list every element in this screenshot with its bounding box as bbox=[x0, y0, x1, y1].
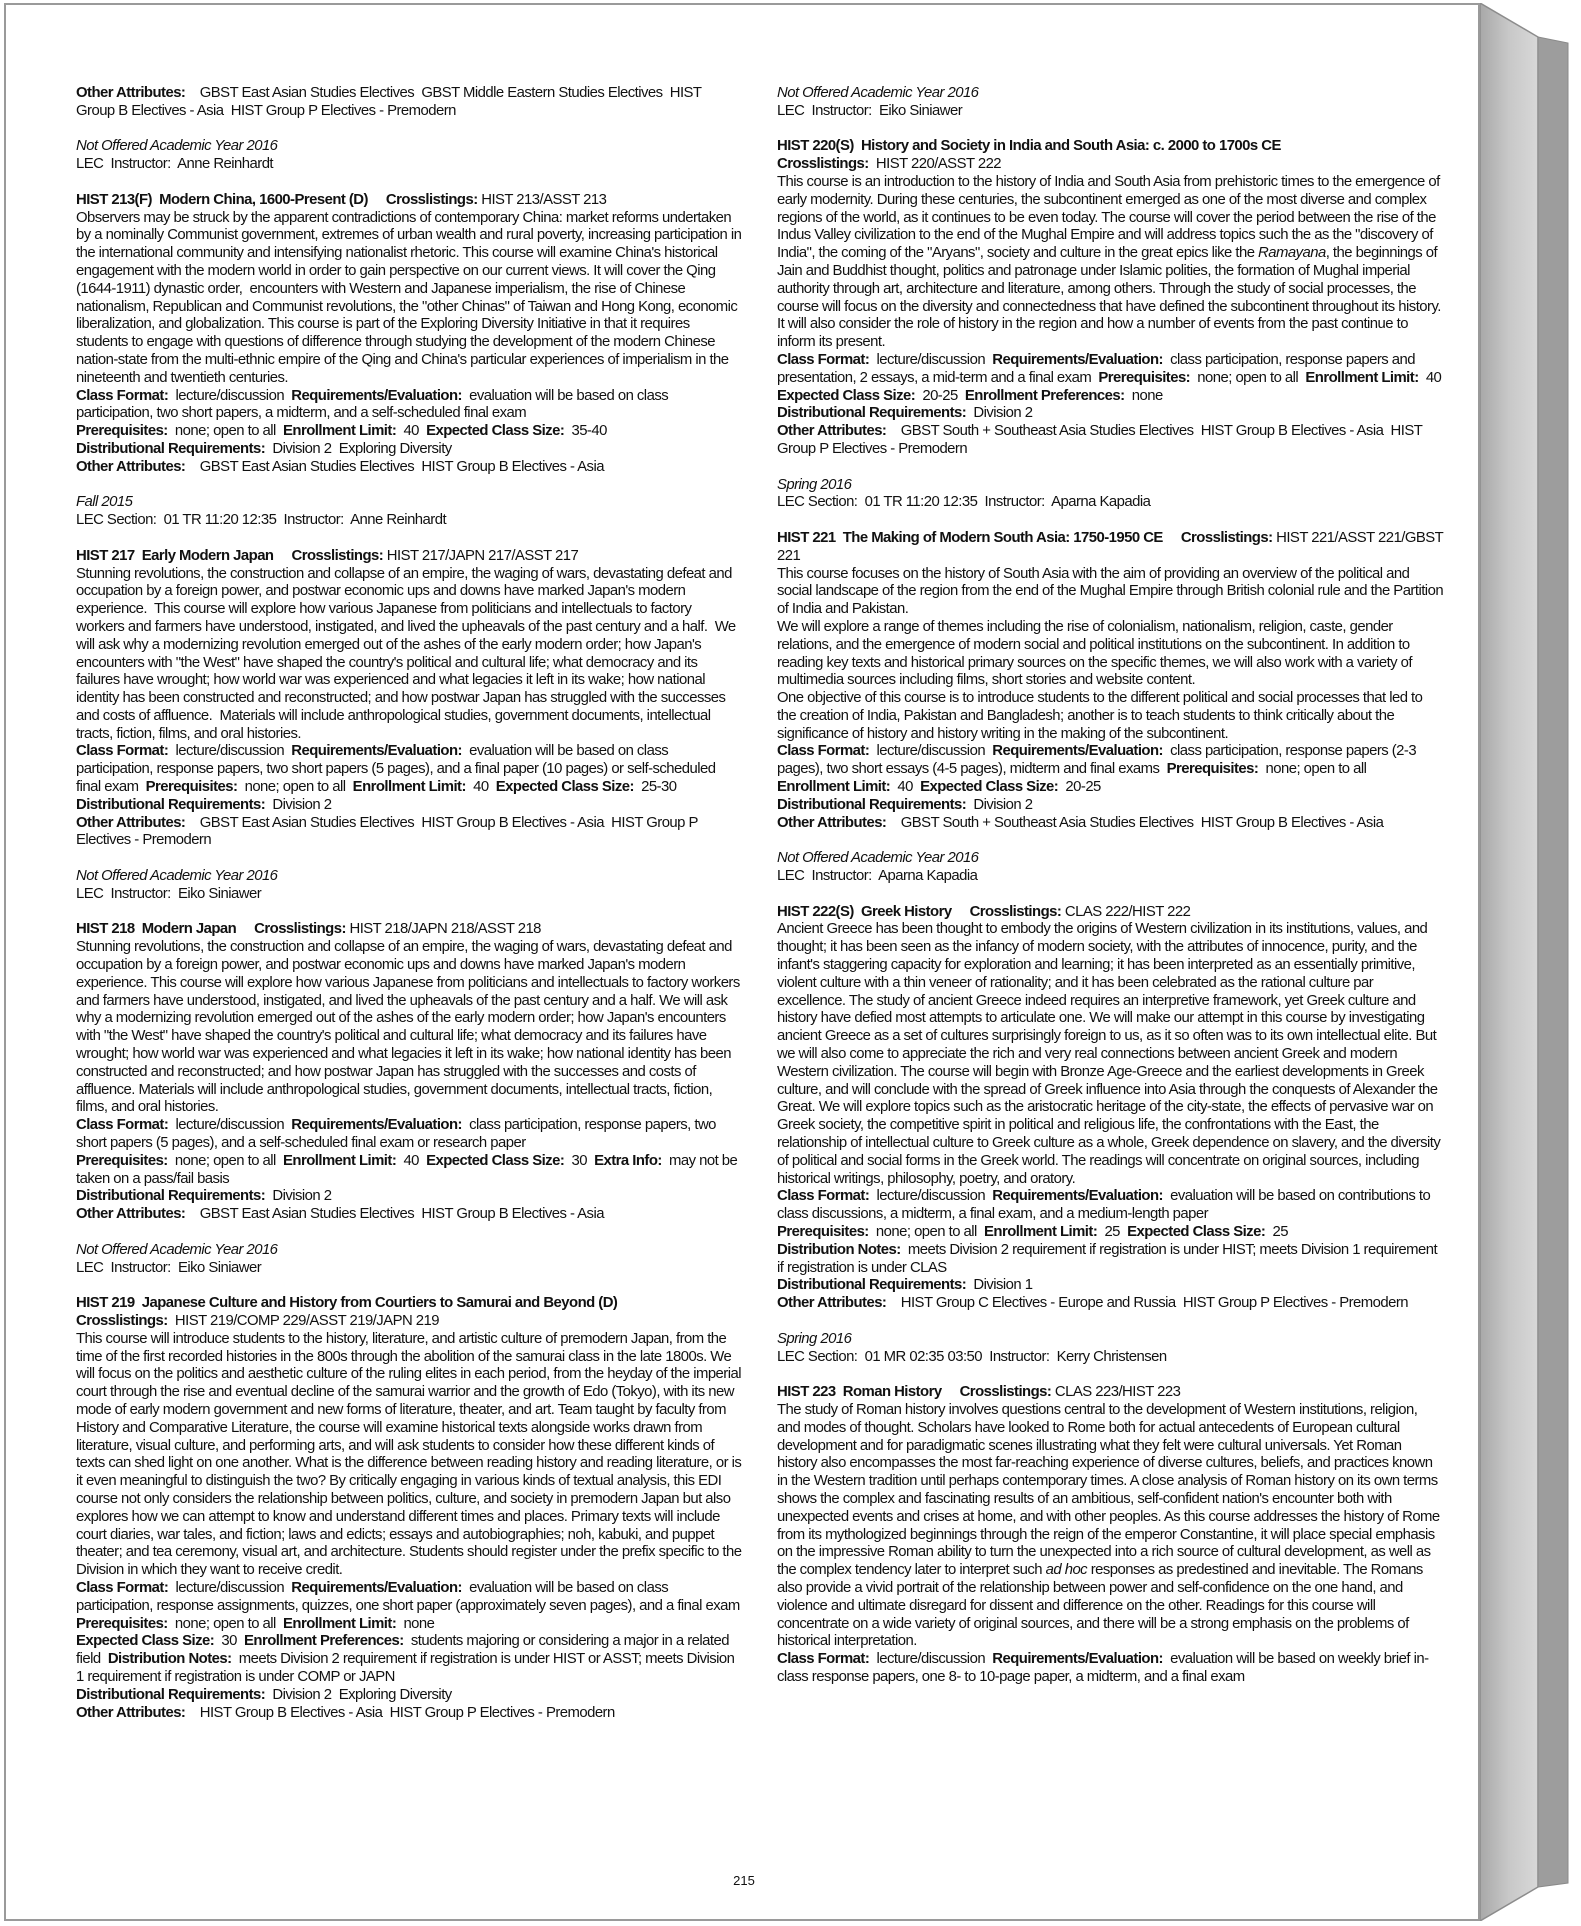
field-label: Enrollment Limit: bbox=[283, 1614, 397, 1632]
field-label: Expected Class Size: bbox=[1127, 1223, 1266, 1240]
paragraph-text: Stunning revolutions, the construction and collapse of an empire, the waging of wars, devastating defeat and occupation by a foreign power, and postwar economic ups and downs have marked Japan's modern experience. This course will explore how various Japanese from politicians and intellectuals to factory workers and farmers have understood, instigated, and lived the upheavals of the past century and a half. We will ask why a modernizing revolution emerged out of the ashes of the early modern order; how Japan's encounters with "the West" have shaped the country's political and cultural life; what democracy and its failures have wrought; how world war was experienced and what legacies it left in its wake; how national identity has been constructed and reconstructed; and how postwar Japan has struggled with the successes and costs of affluence. Materials will include anthropological studies, government documents, intellectual tracts, fiction, films, and oral histories. bbox=[76, 938, 744, 1116]
field-label: Prerequisites: bbox=[777, 1223, 869, 1240]
course-title-text: HIST 221 The Making of Modern South Asia: 1750-1950 CE bbox=[777, 528, 1163, 546]
field-value: HIST 220/ASST 222 bbox=[875, 155, 1002, 173]
field-value: GBST East Asian Studies Electives GBST Middle Eastern Studies Electives HIST Group B Electives - Asia HIST Group P Electives - Premodern bbox=[76, 84, 705, 119]
field-value: evaluation will be based on contributions to class discussions, a midterm, a final exam, and a medium-length paper bbox=[777, 1187, 1434, 1223]
field-value: none; open to all bbox=[1197, 368, 1299, 386]
field-value: CLAS 222/HIST 222 bbox=[1064, 902, 1191, 920]
field-value: 40 bbox=[473, 778, 489, 796]
course-details bbox=[76, 1579, 742, 1632]
spacer bbox=[777, 1312, 1443, 1330]
field-label: Enrollment Limit: bbox=[283, 1151, 397, 1169]
field-value: class participation, response papers and presentation, 2 essays, a mid-term and a final exam bbox=[777, 350, 1419, 386]
field-value: none bbox=[403, 1614, 435, 1632]
paragraph bbox=[76, 1329, 746, 1579]
field-value: GBST South + Southeast Asia Studies Electives HIST Group B Electives - Asia bbox=[900, 813, 1384, 831]
term-text: Not Offered Academic Year 2016 bbox=[76, 1240, 278, 1258]
course-title-text: HIST 222(S) Greek History bbox=[777, 902, 952, 920]
course-title-text: HIST 219 Japanese Culture and History from Courtiers to Samurai and Beyond (D) bbox=[76, 1294, 618, 1312]
field-label: Requirements/Evaluation: bbox=[992, 1187, 1163, 1205]
term-line bbox=[777, 476, 1443, 494]
paragraph-text: LEC Section: 01 MR 02:35 03:50 Instructor: Kerry Christensen bbox=[777, 1347, 1167, 1365]
field-label: Class Format: bbox=[76, 1116, 169, 1134]
field-value: none; open to all bbox=[1265, 760, 1367, 778]
course-title-text: HIST 217 Early Modern Japan bbox=[76, 546, 274, 564]
field-label: Class Format: bbox=[76, 386, 169, 404]
field-value: meets Division 2 requirement if registration is under HIST; meets Division 1 requirement if registration is under CLAS bbox=[777, 1240, 1441, 1276]
course-details bbox=[777, 1223, 1443, 1241]
paragraph bbox=[777, 867, 1443, 885]
other-attributes bbox=[76, 84, 742, 120]
term-text: Spring 2016 bbox=[777, 475, 852, 493]
catalog-page bbox=[4, 3, 1480, 1921]
spacer bbox=[777, 458, 1443, 476]
paragraph bbox=[76, 565, 742, 743]
spacer bbox=[76, 1223, 742, 1241]
field-value: 40 bbox=[403, 422, 419, 440]
field-label: Crosslistings: bbox=[777, 155, 869, 173]
spacer bbox=[76, 1276, 742, 1294]
field-value: HIST 219/COMP 229/ASST 219/JAPN 219 bbox=[174, 1311, 439, 1329]
field-label: Other Attributes: bbox=[777, 422, 887, 440]
other-attributes bbox=[76, 1704, 742, 1722]
field-label: Other Attributes: bbox=[76, 1205, 186, 1223]
field-value: Division 2 Exploring Diversity bbox=[272, 1685, 452, 1703]
term-line bbox=[777, 849, 1443, 867]
course-details bbox=[76, 1686, 742, 1704]
field-value: lecture/discussion bbox=[876, 1650, 986, 1668]
field-value: GBST East Asian Studies Electives HIST Group B Electives - Asia bbox=[199, 1205, 604, 1223]
field-value: none; open to all bbox=[244, 778, 346, 796]
course-title-text: HIST 213(F) Modern China, 1600-Present (D) bbox=[76, 190, 368, 208]
term-line bbox=[76, 137, 742, 155]
course-details bbox=[76, 387, 742, 423]
course-details bbox=[777, 1650, 1443, 1686]
field-label: Prerequisites: bbox=[1098, 368, 1191, 386]
field-label: Enrollment Limit: bbox=[1305, 368, 1419, 386]
field-value: 25-30 bbox=[641, 778, 677, 796]
course-title bbox=[76, 1294, 742, 1312]
field-value: Division 1 bbox=[973, 1276, 1033, 1294]
paragraph-text: Stunning revolutions, the construction and collapse of an empire, the waging of wars, devastating defeat and occupation by a foreign power, and postwar economic ups and downs have marked Japan's modern experience. This course will explore how various Japanese from politicians and intellectuals to factory workers and farmers have understood, instigated, and lived the upheavals of the past century and a half. We will ask why a modernizing revolution emerged out of the ashes of the early modern order; how Japan's encounters with "the West" have shaped the country's political and cultural life; what democracy and its failures have wrought; how world war was experienced and what legacies it left in its wake; how national identity has been constructed and reconstructed; and how postwar Japan has struggled with the successes and costs of affluence. Materials will include anthropological studies, government documents, intellectual tracts, fiction, films, and oral histories. bbox=[76, 564, 740, 742]
field-value: Division 2 bbox=[272, 1187, 332, 1205]
paragraph-text: This course focuses on the history of South Asia with the aim of providing an overview of the political and social landscape of the region from the end of the Mughal Empire through British colonial rule and the Partition of India and Pakistan. bbox=[777, 564, 1447, 618]
course-details bbox=[76, 422, 742, 440]
field-value: lecture/discussion bbox=[175, 1116, 285, 1134]
page-number: 215 bbox=[733, 1873, 755, 1888]
term-line bbox=[76, 1241, 742, 1259]
page-stack-edge bbox=[1480, 3, 1573, 1921]
course-details bbox=[777, 742, 1443, 795]
paragraph-text: LEC Instructor: Eiko Siniawer bbox=[76, 1258, 262, 1276]
field-label: Distribution Notes: bbox=[777, 1240, 901, 1258]
field-value: class participation, response papers (2-3 pages), two short essays (4-5 pages), midterm and final exams bbox=[777, 742, 1420, 778]
field-label: Crosslistings: bbox=[291, 546, 384, 564]
course-details bbox=[76, 742, 742, 795]
field-label: Distribution Notes: bbox=[107, 1650, 232, 1668]
field-label: Prerequisites: bbox=[1166, 760, 1259, 778]
italic-term: Ramayana bbox=[1258, 244, 1326, 262]
field-value: may not be taken on a pass/fail basis bbox=[76, 1151, 741, 1187]
field-value: lecture/discussion bbox=[175, 742, 285, 760]
field-label: Extra Info: bbox=[594, 1151, 662, 1169]
course-details bbox=[76, 1632, 742, 1685]
paragraph-text: LEC Instructor: Anne Reinhardt bbox=[76, 155, 274, 173]
italic-term: ad hoc bbox=[1045, 1561, 1088, 1579]
field-label: Class Format: bbox=[777, 1187, 870, 1205]
course-details bbox=[777, 404, 1443, 422]
course-title-text: HIST 223 Roman History bbox=[777, 1383, 942, 1401]
field-value: 35-40 bbox=[571, 422, 607, 440]
course-title bbox=[777, 137, 1443, 155]
field-label: Crosslistings: bbox=[76, 1311, 168, 1329]
field-label: Other Attributes: bbox=[777, 813, 887, 831]
field-label: Expected Class Size: bbox=[76, 1632, 215, 1650]
other-attributes bbox=[777, 1294, 1443, 1312]
field-label: Prerequisites: bbox=[145, 778, 238, 796]
field-label: Class Format: bbox=[76, 1578, 169, 1596]
paragraph bbox=[76, 208, 745, 387]
field-value: meets Division 2 requirement if registration is under HIST or ASST; meets Division 1 requirement if registration is under COMP or JAPN bbox=[76, 1650, 739, 1685]
paragraph-text: The study of Roman history involves questions central to the development of Western institutions, religion, and modes of thought. Scholars have looked to Rome both for actual antecedents of European cultural development and for paradigmatic scenes illustrating what they felt were cultural universals. Yet Roman history also encompasses the most far-reaching experience of diverse cultures, beliefs, and practices known in the Western tradition until perhaps contemporary times. A close analysis of Roman history on its own terms shows the complex and fascinating results of an ambitious, self-confident nation's encounter both with unexpected events and crises at home, and with other peoples. As this course addresses the history of Rome from its mythologized beginnings through the reign of the emperor Constantine, it will place special emphasis on the impressive Roman ability to turn the unexpected into a rich source of cultural development, as well as the complex tendency later to interpret such bbox=[777, 1400, 1444, 1579]
other-attributes bbox=[76, 458, 742, 476]
paragraph bbox=[777, 1401, 1443, 1650]
paragraph bbox=[76, 155, 742, 173]
field-value: 40 bbox=[897, 778, 913, 796]
field-value: HIST 217/JAPN 217/ASST 217 bbox=[386, 546, 579, 564]
paragraph bbox=[777, 493, 1443, 511]
field-label: Requirements/Evaluation: bbox=[992, 742, 1163, 760]
field-label: Enrollment Limit: bbox=[283, 422, 397, 440]
term-line bbox=[76, 493, 742, 511]
term-line bbox=[76, 867, 742, 885]
course-details bbox=[76, 1187, 742, 1205]
field-label: Expected Class Size: bbox=[495, 778, 634, 796]
term-text: Not Offered Academic Year 2016 bbox=[76, 867, 278, 885]
spacer bbox=[777, 885, 1443, 903]
paragraph bbox=[777, 1348, 1443, 1366]
other-attributes bbox=[777, 814, 1443, 832]
field-label: Other Attributes: bbox=[76, 813, 186, 831]
course-title bbox=[777, 528, 1447, 565]
paragraph bbox=[76, 511, 742, 529]
paragraph-text: This course will introduce students to the history, literature, and artistic culture of premodern Japan, from the time of the first recorded histories in the 800s through the abolition of the samurai class in the late 1800s. We will focus on the politics and aesthetic culture of the ruling elites in each period, from the heyday of the imperial court through the rise and eventual decline of the samurai warrior and the growth of Edo (Tokyo), with its new mode of early modern government and new forms of literature, theater, and art. Team taught by faculty from History and Comparative Literature, the course will examine historical texts alongside works drawn from literature, visual culture, and performing arts, and will ask students to consider how these different kinds of texts can shed light on one another. What is the difference between reading history and reading literature, or is it even meaningful to distinguish the two? By critically engaging in various kinds of textual analysis, this EDI course not only considers the relationship between politics, culture, and society in premodern Japan but also explores how we can attempt to know and understand different times and places. Primary texts will include court diaries, war tales, and fiction; laws and edicts; essays and autobiographies; noh, kabuki, and puppet theater; and tea ceremony, visual art, and architecture. Students should register under the prefix specific to the Division in which they want to receive credit. bbox=[76, 1329, 746, 1579]
course-details bbox=[76, 1312, 742, 1330]
spacer bbox=[76, 849, 742, 867]
course-details bbox=[76, 1152, 742, 1188]
field-label: Enrollment Limit: bbox=[777, 778, 891, 796]
field-label: Distributional Requirements: bbox=[76, 1685, 266, 1703]
paragraph-text: LEC Section: 01 TR 11:20 12:35 Instructor: Aparna Kapadia bbox=[777, 493, 1151, 511]
paragraph bbox=[777, 564, 1447, 618]
field-label: Requirements/Evaluation: bbox=[291, 742, 462, 760]
field-label: Crosslistings: bbox=[385, 190, 478, 208]
term-line bbox=[777, 1330, 1443, 1348]
spacer bbox=[76, 120, 742, 138]
field-value: GBST East Asian Studies Electives HIST Group B Electives - Asia HIST Group P Electives - Premodern bbox=[76, 813, 702, 849]
course-title bbox=[76, 920, 742, 938]
paragraph-text: Ancient Greece has been thought to embody the origins of Western civilization in its institutions, values, and thought; it has been seen as the infancy of modern society, with the attributes of innocence, purity, and the infant's staggering capacity for exploration and learning; it has been interpreted as an essentially primitive, violent culture with a thin veneer of rationality; and it has been celebrated as the rational culture par excellence. The study of ancient Greece indeed requires an interpretive framework, yet Greek culture and history have defied most attempts to articulate one. We will make our attempt in this course by investigating ancient Greece as a set of cultures surprisingly foreign to us, as it so often was to its own intellectual elite. But we will also come to appreciate the rich and very real connections between ancient Greek and modern Western civilization. The course will begin with Bronze Age-Greece and the earliest developments in Greek culture, and will conclude with the spread of Greek influence into Asia through the conquests of Alexander the Great. We will explore topics such as the aristocratic heritage of the city-state, the effects of pervasive war on Greek society, the competitive spirit in political and religious life, the confrontations with the East, the relationship of intellectual culture to Greek culture as a whole, Greek dependence on slavery, and the diversity of political and social forms in the Greek world. The readings will concentrate on original sources, including historical writings, philosophy, poetry, and oratory. bbox=[777, 920, 1444, 1187]
field-value: none; open to all bbox=[875, 1223, 977, 1240]
paragraph-text: LEC Section: 01 TR 11:20 12:35 Instructor: Anne Reinhardt bbox=[76, 511, 447, 529]
term-text: Not Offered Academic Year 2016 bbox=[777, 84, 979, 101]
paragraph-text: , the beginnings of Jain and Buddhist thought, politics and patronage under Islamic polities, the formation of Mughal imperial authority through art, architecture and literature, among others. Through the study of social processes, the course will focus on the diversity and connectedness that have defined the subcontinent throughout its history. It will also consider the role of history in the region and how a number of events from the past continue to inform its present. bbox=[777, 244, 1445, 351]
field-label: Requirements/Evaluation: bbox=[992, 350, 1163, 368]
paragraph-text: One objective of this course is to introduce students to the different political and social processes that led to the creation of India, Pakistan and Bangladesh; another is to teach students to think critically about the significance of history and history writing in the making of the subcontinent. bbox=[777, 689, 1426, 742]
field-value: evaluation will be based on class participation, two short papers, a midterm, and a self-scheduled final exam bbox=[76, 386, 672, 422]
paragraph-text: LEC Instructor: Eiko Siniawer bbox=[76, 884, 262, 902]
field-label: Enrollment Preferences: bbox=[964, 386, 1125, 404]
field-value: lecture/discussion bbox=[175, 1578, 285, 1596]
course-title-text: HIST 218 Modern Japan bbox=[76, 920, 237, 938]
field-value: lecture/discussion bbox=[876, 350, 986, 368]
field-label: Other Attributes: bbox=[76, 457, 186, 475]
field-value: 30 bbox=[571, 1151, 587, 1169]
course-title bbox=[76, 547, 742, 565]
field-value: evaluation will be based on class participation, response assignments, quizzes, one short paper (approximately seven pages), and a final exam bbox=[76, 1578, 740, 1614]
field-label: Distributional Requirements: bbox=[76, 795, 266, 813]
field-label: Other Attributes: bbox=[777, 1294, 887, 1312]
field-label: Enrollment Limit: bbox=[984, 1223, 1098, 1240]
field-label: Requirements/Evaluation: bbox=[291, 1578, 462, 1596]
paragraph bbox=[777, 173, 1443, 351]
field-value: none; open to all bbox=[174, 422, 276, 440]
course-details bbox=[777, 1276, 1443, 1294]
field-value: evaluation will be based on weekly brief in-class response papers, one 8- to 10-page paper, a midterm, and a final exam bbox=[777, 1650, 1429, 1685]
field-label: Crosslistings: bbox=[969, 902, 1062, 920]
field-value: none; open to all bbox=[174, 1151, 276, 1169]
field-label: Expected Class Size: bbox=[920, 778, 1059, 796]
field-label: Distributional Requirements: bbox=[76, 1187, 266, 1205]
course-title bbox=[777, 1383, 1443, 1401]
field-value: lecture/discussion bbox=[876, 742, 986, 760]
paragraph-text: Observers may be struck by the apparent contradictions of contemporary China: market reforms undertaken by a nominally Communist government, extremes of urban wealth and rural poverty, increasing participation in the international community and intensifying nationalist rhetoric. This course will examine China's historical engagement with the modern world in order to gain perspective on our current views. It will cover the Qing (1644-1911) dynastic order, encounters with Western and Japanese imperialism, the rise of Chinese nationalism, Republican and Communist revolutions, the "other Chinas" of Taiwan and Hong Kong, economic liberalization, and globalization. This course is part of the Exploring Diversity Initiative in that it requires students to engage with questions of difference through studying the development of the modern Chinese nation-state from the multi-ethnic empire of the Qing and China's particular experiences of imperialism in the nineteenth and twentieth centuries. bbox=[76, 208, 745, 386]
field-value: GBST South + Southeast Asia Studies Electives HIST Group B Electives - Asia HIST Group P Electives - Premodern bbox=[777, 422, 1426, 457]
field-label: Class Format: bbox=[76, 742, 169, 760]
field-label: Class Format: bbox=[777, 1650, 870, 1668]
field-value: CLAS 223/HIST 223 bbox=[1054, 1383, 1181, 1401]
field-label: Crosslistings: bbox=[1180, 528, 1273, 546]
field-value: evaluation will be based on class participation, response papers, two short papers (5 pages), and a final paper (10 pages) or self-scheduled final exam bbox=[76, 742, 720, 796]
course-details bbox=[76, 440, 742, 458]
field-label: Expected Class Size: bbox=[777, 386, 916, 404]
course-details bbox=[777, 155, 1443, 173]
field-label: Prerequisites: bbox=[76, 422, 168, 440]
field-value: 25 bbox=[1272, 1223, 1288, 1240]
field-value: class participation, response papers, two short papers (5 pages), and a self-scheduled final exam or research paper bbox=[76, 1116, 720, 1152]
paragraph bbox=[777, 618, 1443, 689]
spacer bbox=[76, 903, 742, 921]
field-label: Requirements/Evaluation: bbox=[992, 1650, 1163, 1668]
course-details bbox=[777, 1241, 1443, 1277]
field-label: Requirements/Evaluation: bbox=[291, 1116, 462, 1134]
field-value: HIST Group C Electives - Europe and Russia HIST Group P Electives - Premodern bbox=[900, 1294, 1408, 1312]
other-attributes bbox=[76, 814, 742, 850]
field-value: lecture/discussion bbox=[175, 386, 285, 404]
paragraph bbox=[777, 920, 1443, 1187]
other-attributes bbox=[76, 1205, 742, 1223]
field-value: lecture/discussion bbox=[876, 1187, 986, 1205]
spacer bbox=[777, 120, 1443, 138]
spacer bbox=[777, 1365, 1443, 1383]
field-label: Prerequisites: bbox=[76, 1151, 168, 1169]
course-title bbox=[76, 191, 742, 209]
field-value: 40 bbox=[1425, 368, 1442, 386]
paragraph bbox=[76, 1259, 742, 1277]
field-label: Other Attributes: bbox=[76, 84, 186, 101]
course-details bbox=[777, 351, 1443, 404]
field-label: Class Format: bbox=[777, 742, 870, 760]
right-column bbox=[777, 84, 1447, 1686]
spacer bbox=[76, 529, 742, 547]
field-value: HIST Group B Electives - Asia HIST Group P Electives - Premodern bbox=[199, 1703, 615, 1721]
paragraph-text: We will explore a range of themes including the rise of colonialism, nationalism, religion, caste, gender relations, and the emergence of modern social and political institutions on the subcontinent. In addition to reading key texts and historical primary sources on the specific themes, we will also work with a variety of multimedia sources including films, short stories and website content. bbox=[777, 617, 1416, 689]
field-value: HIST 218/JAPN 218/ASST 218 bbox=[349, 920, 541, 938]
paragraph bbox=[777, 102, 1443, 120]
spacer bbox=[777, 831, 1443, 849]
field-label: Enrollment Limit: bbox=[352, 778, 466, 796]
field-value: 20-25 bbox=[1065, 778, 1101, 796]
term-text: Spring 2016 bbox=[777, 1329, 852, 1347]
field-value: 25 bbox=[1104, 1223, 1120, 1240]
field-label: Crosslistings: bbox=[254, 920, 346, 938]
field-label: Prerequisites: bbox=[76, 1614, 168, 1632]
spacer bbox=[777, 511, 1443, 529]
field-value: Division 2 bbox=[973, 795, 1033, 813]
field-label: Other Attributes: bbox=[76, 1703, 186, 1721]
field-value: students majoring or considering a major in a related field bbox=[76, 1632, 733, 1668]
field-value: HIST 213/ASST 213 bbox=[481, 190, 607, 208]
spacer bbox=[76, 173, 742, 191]
field-value: Division 2 bbox=[973, 404, 1033, 422]
field-value: GBST East Asian Studies Electives HIST Group B Electives - Asia bbox=[199, 457, 604, 475]
spacer bbox=[76, 476, 742, 494]
course-details bbox=[777, 1187, 1443, 1223]
paragraph-text: LEC Instructor: Aparna Kapadia bbox=[777, 867, 978, 885]
paragraph-text: This course is an introduction to the history of India and South Asia from prehistoric times to the emergence of early modernity. During these centuries, the subcontinent emerged as one of the most diverse and complex regions of the world, as it continues to be even today. The course will cover the period between the rise of the Indus Valley civilization to the end of the Mughal Empire and will address topics such the as the "discovery of India", the coming of the "Aryans", society and culture in the great epics like the bbox=[777, 172, 1444, 262]
paragraph bbox=[777, 689, 1443, 742]
left-column bbox=[76, 84, 746, 1721]
field-label: Distributional Requirements: bbox=[76, 439, 266, 457]
field-value: HIST 221/ASST 221/GBST 221 bbox=[777, 528, 1447, 564]
field-value: none bbox=[1131, 386, 1163, 404]
course-details bbox=[777, 796, 1443, 814]
field-value: 20-25 bbox=[922, 386, 958, 404]
field-value: 30 bbox=[221, 1632, 237, 1650]
term-text: Not Offered Academic Year 2016 bbox=[777, 849, 979, 867]
course-details bbox=[76, 1116, 742, 1152]
field-value: none; open to all bbox=[174, 1614, 276, 1632]
term-text: Not Offered Academic Year 2016 bbox=[76, 137, 278, 155]
term-text: Fall 2015 bbox=[76, 493, 133, 511]
field-label: Crosslistings: bbox=[959, 1383, 1052, 1401]
field-value: Division 2 Exploring Diversity bbox=[272, 439, 452, 457]
field-label: Requirements/Evaluation: bbox=[291, 386, 462, 404]
field-label: Enrollment Preferences: bbox=[244, 1632, 404, 1650]
term-line bbox=[777, 84, 1443, 102]
field-value: 40 bbox=[403, 1151, 419, 1169]
field-label: Distributional Requirements: bbox=[777, 404, 967, 422]
course-details bbox=[76, 796, 742, 814]
paragraph-text: LEC Instructor: Eiko Siniawer bbox=[777, 101, 963, 119]
paragraph bbox=[76, 885, 742, 903]
field-label: Class Format: bbox=[777, 350, 870, 368]
field-value: Division 2 bbox=[272, 795, 332, 813]
field-label: Distributional Requirements: bbox=[777, 795, 967, 813]
course-title bbox=[777, 903, 1443, 921]
other-attributes bbox=[777, 422, 1443, 458]
field-label: Expected Class Size: bbox=[426, 422, 565, 440]
paragraph bbox=[76, 938, 742, 1116]
field-label: Expected Class Size: bbox=[426, 1151, 565, 1169]
field-label: Distributional Requirements: bbox=[777, 1276, 967, 1294]
course-title-text: HIST 220(S) History and Society in India and South Asia: c. 2000 to 1700s CE bbox=[777, 137, 1281, 155]
paragraph-text: responses as predestined and inevitable. The Romans also provide a vivid portrait of the relationship between power and self-confidence on the one hand, and violence and ultimate disregard for dissent and difference on the other. Readings for this course will concentrate on a wide variety of original sources, and there will be a strong emphasis on the problems of historical interpretation. bbox=[777, 1561, 1427, 1650]
